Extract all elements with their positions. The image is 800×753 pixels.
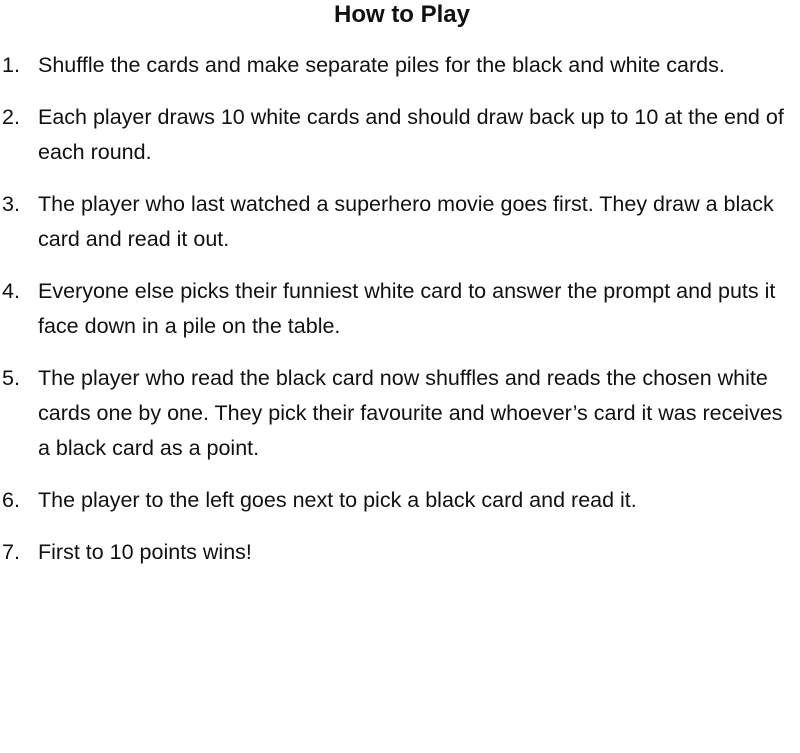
rule-number: 6.: [2, 488, 20, 512]
rule-number: 7.: [2, 540, 20, 564]
rule-text: The player who read the black card now shuffles and reads the chosen white cards one by one. They pick their favourite and whoever’s card it was receives a black card as a point.: [38, 366, 783, 460]
rule-text: Each player draws 10 white cards and should draw back up to 10 at the end of each round.: [38, 105, 784, 164]
rule-item: [0, 274, 800, 344]
rule-item: [0, 48, 800, 83]
rule-number: 3.: [2, 192, 20, 216]
rule-item: [0, 535, 800, 570]
rule-number: 5.: [2, 366, 20, 390]
rule-text: The player who last watched a superhero movie goes first. They draw a black card and read it out.: [38, 192, 774, 251]
rule-text: First to 10 points wins!: [38, 540, 252, 564]
rules-list: [0, 48, 800, 587]
rule-number: 4.: [2, 279, 20, 303]
rule-text: Shuffle the cards and make separate piles for the black and white cards.: [38, 53, 725, 77]
page-title: How to Play: [333, 1, 471, 28]
rule-number: 2.: [2, 105, 20, 129]
rule-item: [0, 483, 800, 518]
rule-text: The player to the left goes next to pick a black card and read it.: [38, 488, 637, 512]
rule-item: [0, 361, 800, 466]
rule-text: Everyone else picks their funniest white card to answer the prompt and puts it face down in a pile on the table.: [38, 279, 776, 338]
rule-item: [0, 187, 800, 257]
rule-number: 1.: [2, 53, 20, 77]
rule-item: [0, 100, 800, 170]
